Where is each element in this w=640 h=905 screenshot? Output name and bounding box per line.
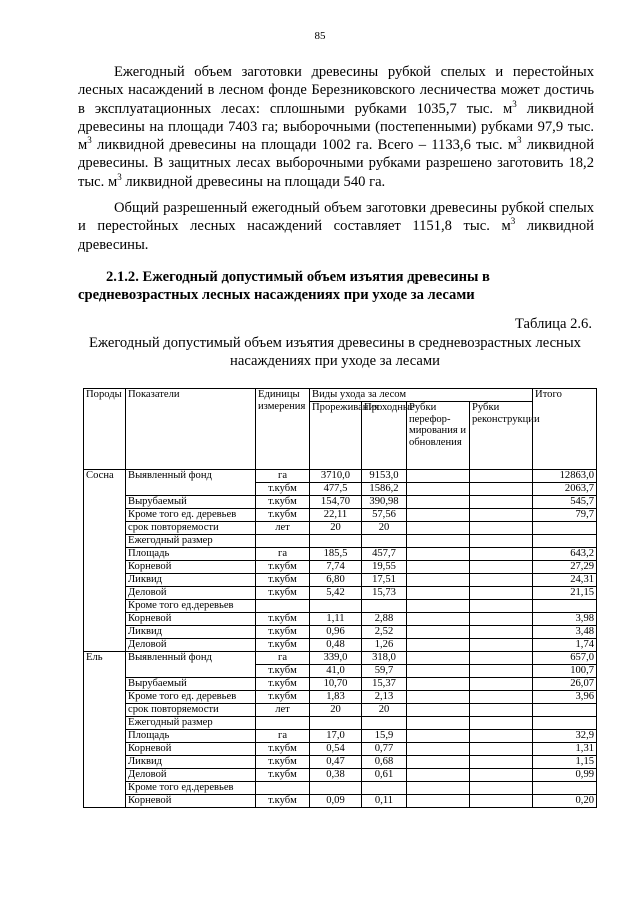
cell-passage bbox=[362, 600, 407, 613]
cell-thinning: 477,5 bbox=[310, 483, 362, 496]
cell-thinning: 20 bbox=[310, 704, 362, 717]
cell-unit: т.кубм bbox=[256, 626, 310, 639]
cell-total: 32,9 bbox=[533, 730, 597, 743]
cell-unit: т.кубм bbox=[256, 587, 310, 600]
cell-reform bbox=[407, 756, 470, 769]
cell-total bbox=[533, 600, 597, 613]
cell-passage: 15,9 bbox=[362, 730, 407, 743]
cell-reform bbox=[407, 743, 470, 756]
table-row bbox=[84, 509, 597, 522]
cell-unit: лет bbox=[256, 522, 310, 535]
cell-total: 545,7 bbox=[533, 496, 597, 509]
cell-indicator: Площадь bbox=[126, 548, 256, 561]
header-reform: Рубки перефор-мирования и обновления bbox=[407, 402, 470, 470]
cell-thinning: 41,0 bbox=[310, 665, 362, 678]
cell-unit: лет bbox=[256, 704, 310, 717]
table-row bbox=[84, 626, 597, 639]
cell-reconstruction bbox=[470, 587, 533, 600]
cell-reform bbox=[407, 730, 470, 743]
cell-indicator: срок повторяемости bbox=[126, 704, 256, 717]
cell-reform bbox=[407, 548, 470, 561]
table-row bbox=[84, 652, 597, 665]
table-row bbox=[84, 795, 597, 808]
cell-thinning: 5,42 bbox=[310, 587, 362, 600]
cell-total bbox=[533, 782, 597, 795]
cell-unit: т.кубм bbox=[256, 795, 310, 808]
cell-indicator: Кроме того ед. деревьев bbox=[126, 691, 256, 704]
page-number: 85 bbox=[314, 30, 326, 42]
cell-reconstruction bbox=[470, 743, 533, 756]
table-row bbox=[84, 756, 597, 769]
cell-passage: 9153,0 bbox=[362, 470, 407, 483]
table-row bbox=[84, 561, 597, 574]
header-reconstruction: Рубки реконструкции bbox=[470, 402, 533, 470]
cell-total: 1,15 bbox=[533, 756, 597, 769]
table-row bbox=[84, 470, 597, 483]
cell-reform bbox=[407, 665, 470, 678]
superscript: 3 bbox=[510, 216, 516, 227]
cell-unit bbox=[256, 717, 310, 730]
table-row bbox=[84, 600, 597, 613]
cell-total: 21,15 bbox=[533, 587, 597, 600]
cell-unit: т.кубм bbox=[256, 483, 310, 496]
cell-reform bbox=[407, 613, 470, 626]
cell-unit: т.кубм bbox=[256, 574, 310, 587]
paragraph-text: ликвидной древесины. В защитных лесах выборочными рубками разрешено заготовить 18,2 тыс. м bbox=[78, 137, 595, 190]
cell-passage: 20 bbox=[362, 522, 407, 535]
table-row bbox=[84, 496, 597, 509]
cell-unit: га bbox=[256, 652, 310, 665]
cell-total: 2063,7 bbox=[533, 483, 597, 496]
cell-reform bbox=[407, 626, 470, 639]
cell-unit: т.кубм bbox=[256, 756, 310, 769]
cell-passage: 15,37 bbox=[362, 678, 407, 691]
table-row bbox=[84, 782, 597, 795]
cell-reform bbox=[407, 678, 470, 691]
table-row bbox=[84, 548, 597, 561]
cell-unit: га bbox=[256, 470, 310, 483]
cell-thinning: 0,48 bbox=[310, 639, 362, 652]
cell-unit: т.кубм bbox=[256, 613, 310, 626]
table-row bbox=[84, 522, 597, 535]
cell-thinning bbox=[310, 600, 362, 613]
cell-reconstruction bbox=[470, 639, 533, 652]
header-units: Единицы измерения bbox=[256, 389, 310, 470]
paragraph-text: ликвидной древесины. bbox=[78, 218, 594, 253]
cell-indicator: Корневой bbox=[126, 561, 256, 574]
cell-thinning: 339,0 bbox=[310, 652, 362, 665]
cell-reconstruction bbox=[470, 691, 533, 704]
table-row bbox=[84, 613, 597, 626]
cell-total: 643,2 bbox=[533, 548, 597, 561]
cell-reconstruction bbox=[470, 509, 533, 522]
cell-total: 657,0 bbox=[533, 652, 597, 665]
cell-reconstruction bbox=[470, 535, 533, 548]
cell-reform bbox=[407, 535, 470, 548]
cell-reform bbox=[407, 704, 470, 717]
cell-total: 12863,0 bbox=[533, 470, 597, 483]
paragraph-text: Общий разрешенный ежегодный объем заготовки древесины рубкой спелых и перестойных лесных насаждений составляет 1151,8 тыс. м bbox=[78, 200, 594, 235]
cell-thinning: 0,96 bbox=[310, 626, 362, 639]
cell-total bbox=[533, 704, 597, 717]
table-row bbox=[84, 691, 597, 704]
cell-unit: т.кубм bbox=[256, 509, 310, 522]
cell-indicator: Ликвид bbox=[126, 574, 256, 587]
cell-reconstruction bbox=[470, 756, 533, 769]
cell-indicator: Ликвид bbox=[126, 756, 256, 769]
cell-total: 0,20 bbox=[533, 795, 597, 808]
cell-passage: 1586,2 bbox=[362, 483, 407, 496]
cell-passage: 0,68 bbox=[362, 756, 407, 769]
superscript: 3 bbox=[117, 171, 122, 182]
cell-unit bbox=[256, 782, 310, 795]
cell-total bbox=[533, 535, 597, 548]
table-header bbox=[84, 389, 597, 470]
cell-passage: 2,13 bbox=[362, 691, 407, 704]
cell-passage: 318,0 bbox=[362, 652, 407, 665]
cell-total: 79,7 bbox=[533, 509, 597, 522]
cell-passage: 390,98 bbox=[362, 496, 407, 509]
cell-total: 0,99 bbox=[533, 769, 597, 782]
cell-reform bbox=[407, 782, 470, 795]
paragraph-text: ликвидной древесины на площади 540 га. bbox=[121, 173, 386, 190]
cell-indicator: Выявленный фонд bbox=[126, 652, 256, 678]
cell-indicator: Ежегодный размер bbox=[126, 535, 256, 548]
cell-thinning: 17,0 bbox=[310, 730, 362, 743]
cell-passage bbox=[362, 535, 407, 548]
cell-reform bbox=[407, 587, 470, 600]
cell-thinning bbox=[310, 535, 362, 548]
cell-unit: т.кубм bbox=[256, 561, 310, 574]
cell-unit: т.кубм bbox=[256, 678, 310, 691]
table-row bbox=[84, 717, 597, 730]
table-body bbox=[84, 470, 597, 808]
cell-unit: т.кубм bbox=[256, 496, 310, 509]
cell-indicator: Кроме того ед.деревьев bbox=[126, 782, 256, 795]
cell-indicator: Корневой bbox=[126, 613, 256, 626]
cell-thinning: 185,5 bbox=[310, 548, 362, 561]
table-row bbox=[84, 769, 597, 782]
cell-reconstruction bbox=[470, 678, 533, 691]
cell-unit: га bbox=[256, 548, 310, 561]
table-row bbox=[84, 574, 597, 587]
header-care-types: Виды ухода за лесом bbox=[310, 389, 533, 402]
cell-total: 27,29 bbox=[533, 561, 597, 574]
cell-unit bbox=[256, 535, 310, 548]
cell-reconstruction bbox=[470, 626, 533, 639]
cell-unit: т.кубм bbox=[256, 743, 310, 756]
cell-indicator: Вырубаемый bbox=[126, 678, 256, 691]
cell-thinning bbox=[310, 782, 362, 795]
table-row bbox=[84, 704, 597, 717]
table-row bbox=[84, 639, 597, 652]
cell-passage bbox=[362, 717, 407, 730]
paragraph-text: Ежегодный объем заготовки древесины рубкой спелых и перестойных лесных насаждений в лесном фонде Березниковского лесничества может достичь в эксплуатационных лесах: сплошными рубками 1035,7 тыс. м bbox=[78, 64, 594, 117]
cell-indicator: Ликвид bbox=[126, 626, 256, 639]
cell-indicator: Выявленный фонд bbox=[126, 470, 256, 496]
cell-indicator: Кроме того ед. деревьев bbox=[126, 509, 256, 522]
cell-passage: 0,61 bbox=[362, 769, 407, 782]
cell-reconstruction bbox=[470, 574, 533, 587]
cell-indicator: Корневой bbox=[126, 743, 256, 756]
cell-unit: т.кубм bbox=[256, 691, 310, 704]
cell-reform bbox=[407, 470, 470, 483]
cell-passage bbox=[362, 782, 407, 795]
cell-thinning: 10,70 bbox=[310, 678, 362, 691]
cell-reform bbox=[407, 717, 470, 730]
cell-reconstruction bbox=[470, 704, 533, 717]
paragraph-text: ликвидной древесины на площади 1002 га. Всего – 1133,6 тыс. м bbox=[91, 137, 517, 154]
paragraph-annual-harvest bbox=[78, 63, 594, 191]
header-passage: Проходные bbox=[362, 402, 407, 470]
cell-reconstruction bbox=[470, 470, 533, 483]
cell-unit: т.кубм bbox=[256, 665, 310, 678]
header-species: Породы bbox=[84, 389, 126, 470]
cell-reconstruction bbox=[470, 652, 533, 665]
cell-indicator: Ежегодный размер bbox=[126, 717, 256, 730]
cell-reform bbox=[407, 600, 470, 613]
cell-total: 24,31 bbox=[533, 574, 597, 587]
cell-indicator: Кроме того ед.деревьев bbox=[126, 600, 256, 613]
cell-reconstruction bbox=[470, 665, 533, 678]
cell-indicator: Вырубаемый bbox=[126, 496, 256, 509]
cell-passage: 19,55 bbox=[362, 561, 407, 574]
cell-reconstruction bbox=[470, 483, 533, 496]
cell-passage: 20 bbox=[362, 704, 407, 717]
cell-thinning: 3710,0 bbox=[310, 470, 362, 483]
cell-reform bbox=[407, 652, 470, 665]
table-row bbox=[84, 743, 597, 756]
cell-reform bbox=[407, 496, 470, 509]
cell-thinning: 7,74 bbox=[310, 561, 362, 574]
table-row bbox=[84, 678, 597, 691]
cell-total: 3,98 bbox=[533, 613, 597, 626]
cell-thinning: 0,38 bbox=[310, 769, 362, 782]
cell-passage: 2,52 bbox=[362, 626, 407, 639]
cell-reform bbox=[407, 795, 470, 808]
table-label: Таблица 2.6. bbox=[514, 316, 592, 332]
cell-passage: 15,73 bbox=[362, 587, 407, 600]
cell-thinning: 0,09 bbox=[310, 795, 362, 808]
cell-indicator: срок повторяемости bbox=[126, 522, 256, 535]
cell-reform bbox=[407, 522, 470, 535]
cell-reconstruction bbox=[470, 613, 533, 626]
cell-reconstruction bbox=[470, 795, 533, 808]
cell-reconstruction bbox=[470, 548, 533, 561]
cell-passage: 2,88 bbox=[362, 613, 407, 626]
cell-reform bbox=[407, 483, 470, 496]
cell-passage: 457,7 bbox=[362, 548, 407, 561]
cell-reconstruction bbox=[470, 769, 533, 782]
cell-reconstruction bbox=[470, 717, 533, 730]
cell-total: 100,7 bbox=[533, 665, 597, 678]
cell-total: 1,31 bbox=[533, 743, 597, 756]
cell-indicator: Корневой bbox=[126, 795, 256, 808]
cell-thinning: 154,70 bbox=[310, 496, 362, 509]
cell-reconstruction bbox=[470, 600, 533, 613]
cell-total: 3,48 bbox=[533, 626, 597, 639]
cell-reform bbox=[407, 691, 470, 704]
cell-passage: 1,26 bbox=[362, 639, 407, 652]
cell-reconstruction bbox=[470, 496, 533, 509]
cell-species: Сосна bbox=[84, 470, 126, 652]
header-thinning: Прореживания bbox=[310, 402, 362, 470]
cell-thinning: 22,11 bbox=[310, 509, 362, 522]
header-indicators: Показатели bbox=[126, 389, 256, 470]
cell-passage: 59,7 bbox=[362, 665, 407, 678]
cell-total bbox=[533, 522, 597, 535]
cell-reform bbox=[407, 639, 470, 652]
cell-total: 1,74 bbox=[533, 639, 597, 652]
cell-passage: 57,56 bbox=[362, 509, 407, 522]
cell-reconstruction bbox=[470, 782, 533, 795]
cell-reform bbox=[407, 574, 470, 587]
cell-total bbox=[533, 717, 597, 730]
cell-unit bbox=[256, 600, 310, 613]
header-total: Итого bbox=[533, 389, 597, 470]
cell-passage: 17,51 bbox=[362, 574, 407, 587]
cell-total: 26,07 bbox=[533, 678, 597, 691]
cell-reconstruction bbox=[470, 561, 533, 574]
table-row bbox=[84, 587, 597, 600]
cell-species: Ель bbox=[84, 652, 126, 808]
cell-passage: 0,77 bbox=[362, 743, 407, 756]
superscript: 3 bbox=[517, 135, 522, 146]
cell-unit: т.кубм bbox=[256, 769, 310, 782]
cell-thinning: 0,47 bbox=[310, 756, 362, 769]
cell-indicator: Деловой bbox=[126, 639, 256, 652]
cell-thinning: 20 bbox=[310, 522, 362, 535]
table-row bbox=[84, 730, 597, 743]
cell-unit: га bbox=[256, 730, 310, 743]
table-row bbox=[84, 535, 597, 548]
cell-reform bbox=[407, 509, 470, 522]
cell-indicator: Площадь bbox=[126, 730, 256, 743]
cell-reconstruction bbox=[470, 522, 533, 535]
cell-total: 3,96 bbox=[533, 691, 597, 704]
paragraph-text: ликвидной древесины на площади 7403 га; выборочными (постепенными) рубками 97,9 тыс. м bbox=[78, 100, 594, 154]
table-title: Ежегодный допустимый объем изъятия древесины в средневозрастных лесных насаждениях при уходе за лесами bbox=[89, 335, 581, 369]
cell-thinning: 6,80 bbox=[310, 574, 362, 587]
cell-thinning: 0,54 bbox=[310, 743, 362, 756]
superscript: 3 bbox=[512, 98, 517, 109]
cell-indicator: Деловой bbox=[126, 769, 256, 782]
superscript: 3 bbox=[87, 135, 92, 146]
cell-thinning: 1,11 bbox=[310, 613, 362, 626]
cell-reconstruction bbox=[470, 730, 533, 743]
paragraph-total-allowed bbox=[78, 199, 594, 254]
cell-reform bbox=[407, 561, 470, 574]
cell-thinning bbox=[310, 717, 362, 730]
cell-passage: 0,11 bbox=[362, 795, 407, 808]
cell-unit: т.кубм bbox=[256, 639, 310, 652]
data-table bbox=[83, 388, 597, 808]
section-heading: 2.1.2. Ежегодный допустимый объем изъятия древесины в средневозрастных лесных насаждениях при уходе за лесами bbox=[78, 269, 490, 303]
cell-indicator: Деловой bbox=[126, 587, 256, 600]
cell-thinning: 1,83 bbox=[310, 691, 362, 704]
cell-reform bbox=[407, 769, 470, 782]
